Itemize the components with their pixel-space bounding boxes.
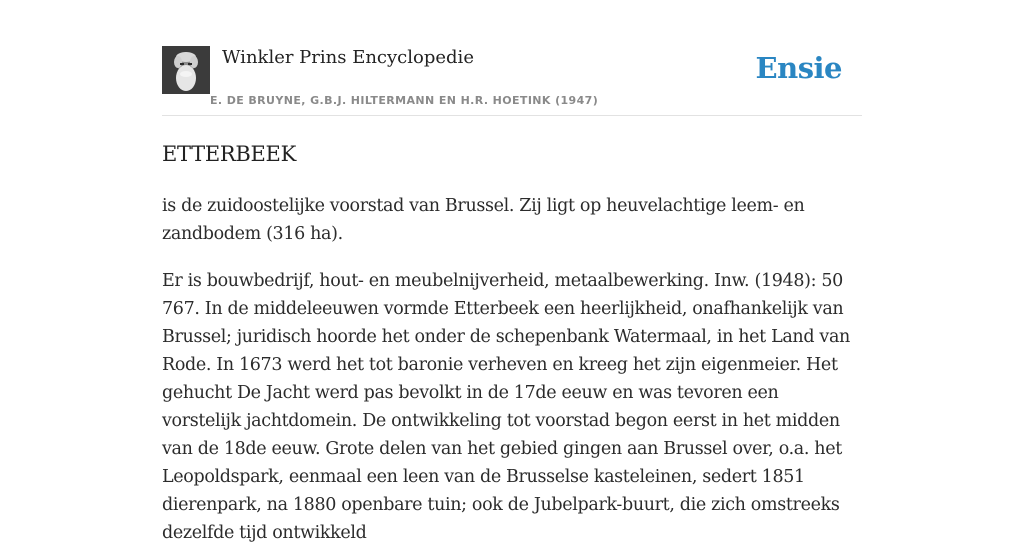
bearded-man-portrait-icon (162, 46, 210, 94)
article-headword: ETTERBEEK (162, 142, 296, 166)
article (162, 139, 862, 547)
authors-byline: E. DE BRUYNE, G.B.J. HILTERMANN EN H.R. HOETINK (1947) (210, 94, 599, 107)
article-paragraph-2: Er is bouwbedrijf, hout- en meubelnijverheid, metaalbewerking. Inw. (1948): 50 767. In de middeleeuwen vormde Etterbeek een heerlijkheid, onafhankelijk van Brussel; juridisch hoorde het onder de schepenbank Watermaal, in het Land van Rode. In 1673 werd het tot baronie verheven en kreeg het zijn eigenmeier. Het gehucht De Jacht werd pas bevolkt in de 17de eeuw en was tevoren een vorstelijk jachtdomein. De ontwikkeling tot voorstad begon eerst in het midden van de 18de eeuw. Grote delen van het gebied gingen aan Brussel over, o.a. het Leopoldspark, eenmaal een leen van de Brusselse kasteleinen, sedert 1851 dierenpark, na 1880 openbare tuin; ook de Jubelpark-buurt, die zich omstreeks dezelfde tijd ontwikkeld (162, 271, 850, 543)
site-title[interactable]: Winkler Prins Encyclopedie (222, 47, 474, 68)
article-paragraph-1: is de zuidoostelijke voorstad van Brussel. Zij ligt op heuvelachtige leem- en zandbodem (316 ha). (162, 196, 805, 244)
site-header (162, 46, 862, 116)
ensie-logo[interactable]: Ensie (755, 51, 842, 85)
